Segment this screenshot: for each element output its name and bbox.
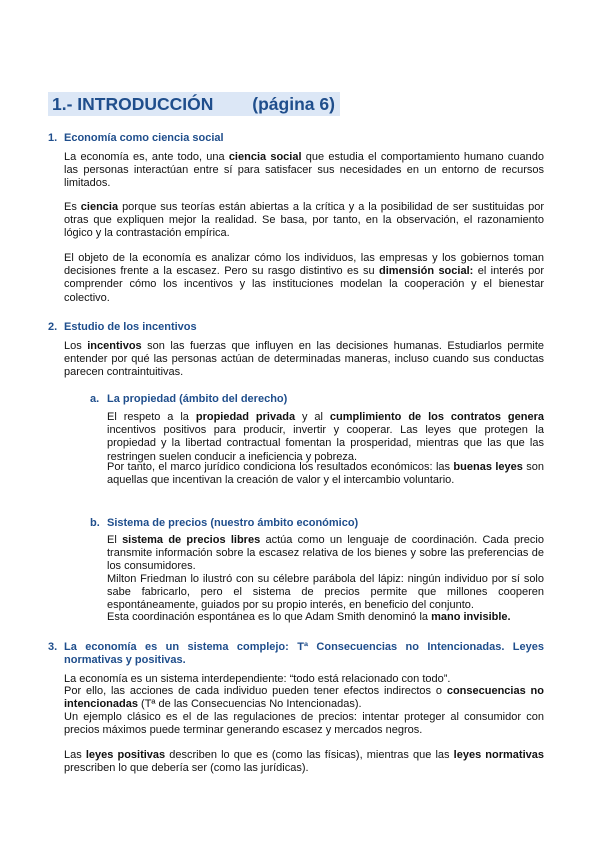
bold-text: leyes normativas <box>453 749 544 761</box>
bold-text: consecuencias no intencionadas <box>64 685 544 711</box>
section-number: 1. <box>48 132 58 144</box>
text: El <box>107 534 123 546</box>
text: (Tª de las Consecuencias No Intencionadas). <box>137 698 362 711</box>
text: prescriben lo que debería ser (como las jurídicas). <box>64 762 309 775</box>
text: Las <box>64 749 86 761</box>
bold-text: cumplimiento de los contratos genera <box>329 411 544 423</box>
text: Es <box>64 201 81 213</box>
section-title: Estudio de los incentivos <box>64 321 197 333</box>
text: El objeto de la economía es analizar cómo los individuos, las empresas y los gobiernos toman decisiones frente a la escasez. Pero su rasgo distintivo es su <box>64 252 544 278</box>
text: actúa como un lenguaje de coordinación. Cada precio transmite información sobre la escasez relativa de los bienes y sobre las preferencias de los consumidores. <box>107 534 544 573</box>
text: Por tanto, el marco jurídico condiciona los resultados económicos: las <box>107 461 454 473</box>
subsection-b-heading <box>90 517 540 530</box>
text: Esta coordinación espontánea es lo que Adam Smith denominó la <box>107 611 432 623</box>
section-number: 2. <box>48 321 58 333</box>
paragraph: La economía es un sistema interdependiente: “todo está relacionado con todo”. <box>64 673 451 685</box>
text: que estudia el comportamiento humano cuando las personas interactúan entre sí para satisfacer sus necesidades en un entorno de recursos limitados. <box>64 151 544 190</box>
section-title: Economía como ciencia social <box>64 132 224 144</box>
paragraph <box>64 340 544 380</box>
text: La economía es, ante todo, una <box>64 151 229 163</box>
bold-text: leyes positivas <box>85 749 166 761</box>
bold-text: buenas leyes <box>453 461 523 473</box>
section-title: La economía es un sistema complejo: Tª Consecuencias no Intencionadas. Leyes normativas y positivas. <box>64 641 544 666</box>
text: El respeto a la <box>107 411 196 423</box>
paragraph: Un ejemplo clásico es el de las regulaciones de precios: intentar proteger al consumidor con precios máximos puede terminar generando escasez y mercados negros. <box>64 711 544 737</box>
bold-text: sistema de precios libres <box>122 534 261 546</box>
text: son aquellas que incentivan la creación de valor y el intercambio voluntario. <box>107 461 544 487</box>
bold-text: mano invisible. <box>431 611 511 623</box>
subsection-title: La propiedad (ámbito del derecho) <box>107 393 288 405</box>
text: describen lo que es (como las físicas), mientras que las <box>165 749 454 761</box>
text: Por ello, las acciones de cada individuo pueden tener efectos indirectos o <box>64 685 447 697</box>
subsection-number: a. <box>90 393 100 405</box>
subsection-number: b. <box>90 517 100 529</box>
paragraph <box>64 252 544 305</box>
paragraph <box>64 201 544 241</box>
subsection-a-heading <box>90 393 540 406</box>
paragraph <box>64 685 544 711</box>
text: y al <box>295 411 330 423</box>
paragraph <box>64 151 544 191</box>
paragraph <box>64 749 544 775</box>
paragraph <box>107 611 544 624</box>
paragraph <box>107 411 544 464</box>
text: el interés por comprender cómo los incentivos y las instituciones modelan la cooperación y el bienestar colectivo. <box>64 265 544 304</box>
bold-text: incentivos <box>87 340 142 352</box>
paragraph: Milton Friedman lo ilustró con su célebre parábola del lápiz: ningún individuo por sí solo sabe fabricarlo, pero el sistema de precios permite que millones cooperen espontáneamente, guiados por su propio interés, en beneficio del conjunto. <box>107 573 544 612</box>
subsection-title: Sistema de precios (nuestro ámbito económico) <box>107 517 359 529</box>
section-1-heading <box>48 132 548 145</box>
section-number: 3. <box>48 641 58 653</box>
text: porque sus teorías están abiertas a la crítica y a la posibilidad de ser sustituidas por otras que expliquen mejor la realidad. Se basa, por tanto, en la observación, el razonamiento lógico y la contrastación empírica. <box>64 201 544 240</box>
paragraph <box>107 534 544 574</box>
bold-text: ciencia social <box>228 151 302 163</box>
section-2-heading <box>48 321 548 334</box>
section-3-heading <box>48 641 544 667</box>
text: Los <box>64 340 88 352</box>
bold-text: ciencia <box>80 201 119 213</box>
text: incentivos positivos para producir, invertir y cooperar. Las leyes que protegen la propiedad y la libertad contractual fomentan la prosperidad, mientras que las que las restringen suelen conducir a ineficiencia y pobreza. <box>107 424 544 463</box>
text: son las fuerzas que influyen en las decisiones humanas. Estudiarlos permite entender por qué las personas actúan de determinadas maneras, incluso cuando sus conductas parecen contraintuitivas. <box>64 340 544 379</box>
bold-text: dimensión social: <box>379 265 474 278</box>
paragraph <box>107 461 544 487</box>
bold-text: propiedad privada <box>195 411 296 423</box>
page-title: 1.- INTRODUCCIÓN (página 6) <box>48 92 340 116</box>
